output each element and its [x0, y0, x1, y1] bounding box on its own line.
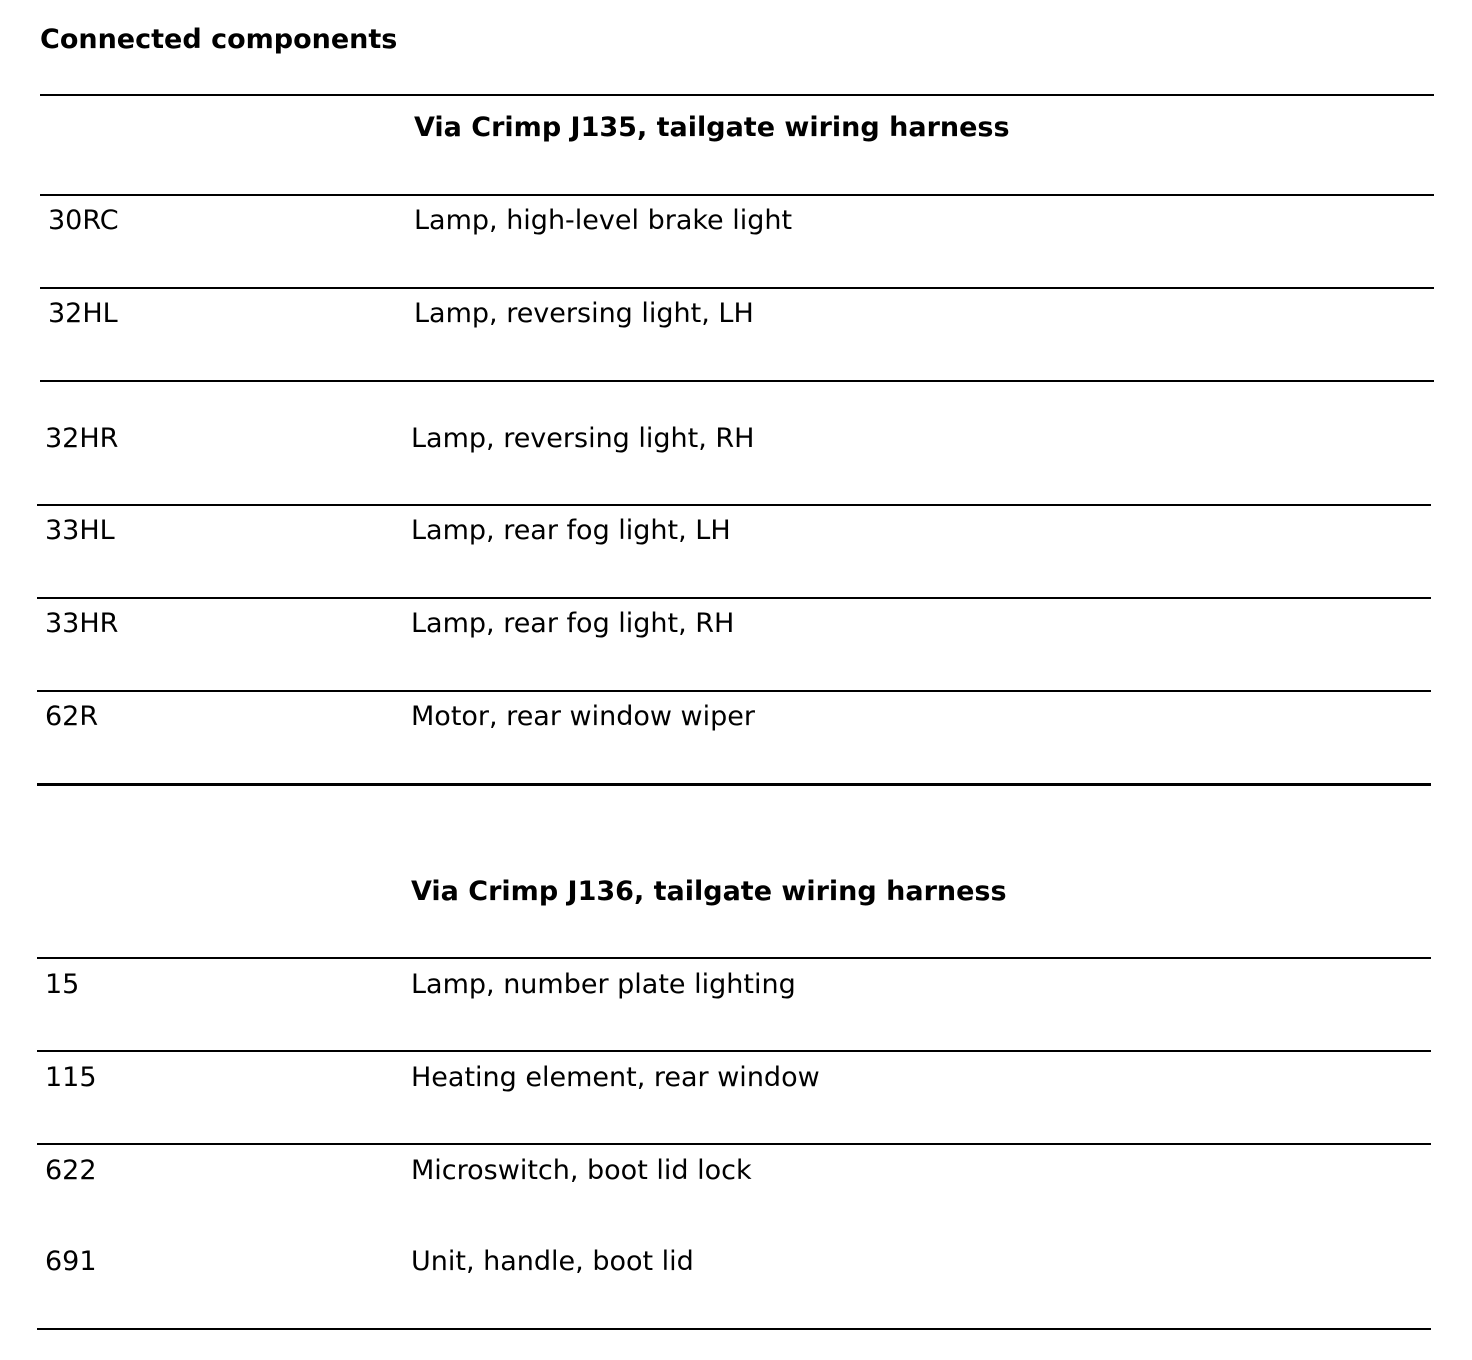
component-code: 30RC — [48, 205, 119, 236]
component-description: Unit, handle, boot lid — [411, 1246, 694, 1277]
component-description: Lamp, reversing light, RH — [411, 423, 755, 454]
component-description: Lamp, rear fog light, RH — [411, 608, 735, 639]
row-divider — [40, 194, 1434, 196]
row-divider — [40, 380, 1434, 382]
component-code: 62R — [45, 701, 99, 732]
component-code: 691 — [45, 1246, 97, 1277]
row-divider — [37, 504, 1431, 506]
table-bottom-rule — [37, 1328, 1431, 1330]
component-code: 32HR — [45, 423, 119, 454]
component-code: 622 — [45, 1155, 97, 1186]
row-divider — [37, 690, 1431, 692]
section-bottom-rule — [37, 783, 1431, 786]
component-description: Heating element, rear window — [411, 1062, 820, 1093]
component-description: Lamp, number plate lighting — [411, 969, 796, 1000]
row-divider — [37, 957, 1431, 959]
row-divider — [37, 1143, 1431, 1145]
component-description: Motor, rear window wiper — [411, 701, 755, 732]
section-title: Via Crimp J136, tailgate wiring harness — [411, 876, 1007, 907]
component-description: Lamp, rear fog light, LH — [411, 515, 731, 546]
table-top-rule — [40, 94, 1434, 96]
row-divider — [37, 1050, 1431, 1052]
component-code: 32HL — [48, 298, 118, 329]
component-description: Microswitch, boot lid lock — [411, 1155, 752, 1186]
component-description: Lamp, reversing light, LH — [414, 298, 754, 329]
component-code: 33HL — [45, 515, 115, 546]
component-description: Lamp, high-level brake light — [414, 205, 793, 236]
row-divider — [37, 597, 1431, 599]
section-title: Via Crimp J135, tailgate wiring harness — [414, 112, 1010, 143]
component-code: 33HR — [45, 608, 119, 639]
component-code: 115 — [45, 1062, 97, 1093]
page-heading: Connected components — [40, 24, 398, 55]
row-divider — [40, 287, 1434, 289]
component-code: 15 — [45, 969, 80, 1000]
